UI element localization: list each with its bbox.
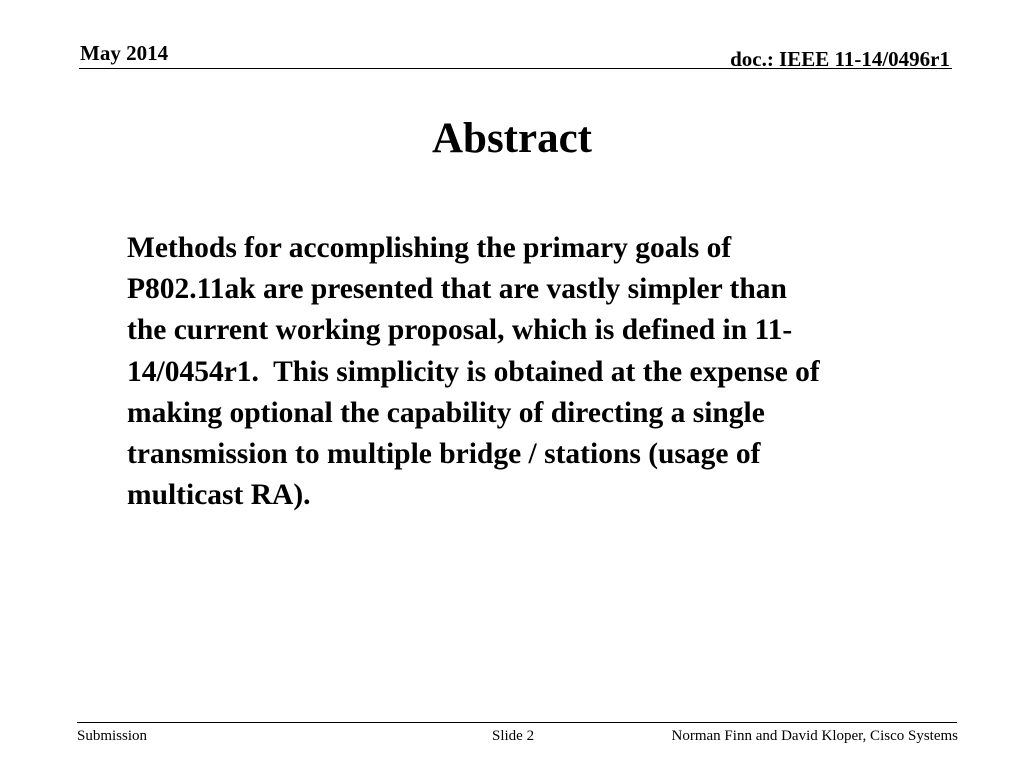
- footer-slide-number: Slide 2: [492, 728, 535, 744]
- abstract-line: P802.11ak are presented that are vastly simpler than: [127, 273, 787, 306]
- header-divider: [79, 68, 952, 69]
- header-doc-id: doc.: IEEE 11-14/0496r1: [730, 47, 950, 71]
- footer-divider: [77, 722, 957, 723]
- footer-authors: Norman Finn and David Kloper, Cisco Systems: [671, 728, 958, 744]
- slide-title: Abstract: [431, 115, 592, 162]
- footer-submission: Submission: [77, 728, 148, 744]
- abstract-line: making optional the capability of directing a single: [127, 396, 765, 429]
- abstract-line: multicast RA).: [127, 479, 311, 512]
- abstract-line: transmission to multiple bridge / stations (usage of: [127, 438, 761, 471]
- header-date: May 2014: [80, 41, 169, 65]
- abstract-line: 14/0454r1. This simplicity is obtained at the expense of: [127, 355, 820, 388]
- abstract-line: the current working proposal, which is defined in 11-: [127, 314, 793, 347]
- abstract-line: Methods for accomplishing the primary goals of: [127, 232, 732, 264]
- abstract-body: [127, 228, 937, 516]
